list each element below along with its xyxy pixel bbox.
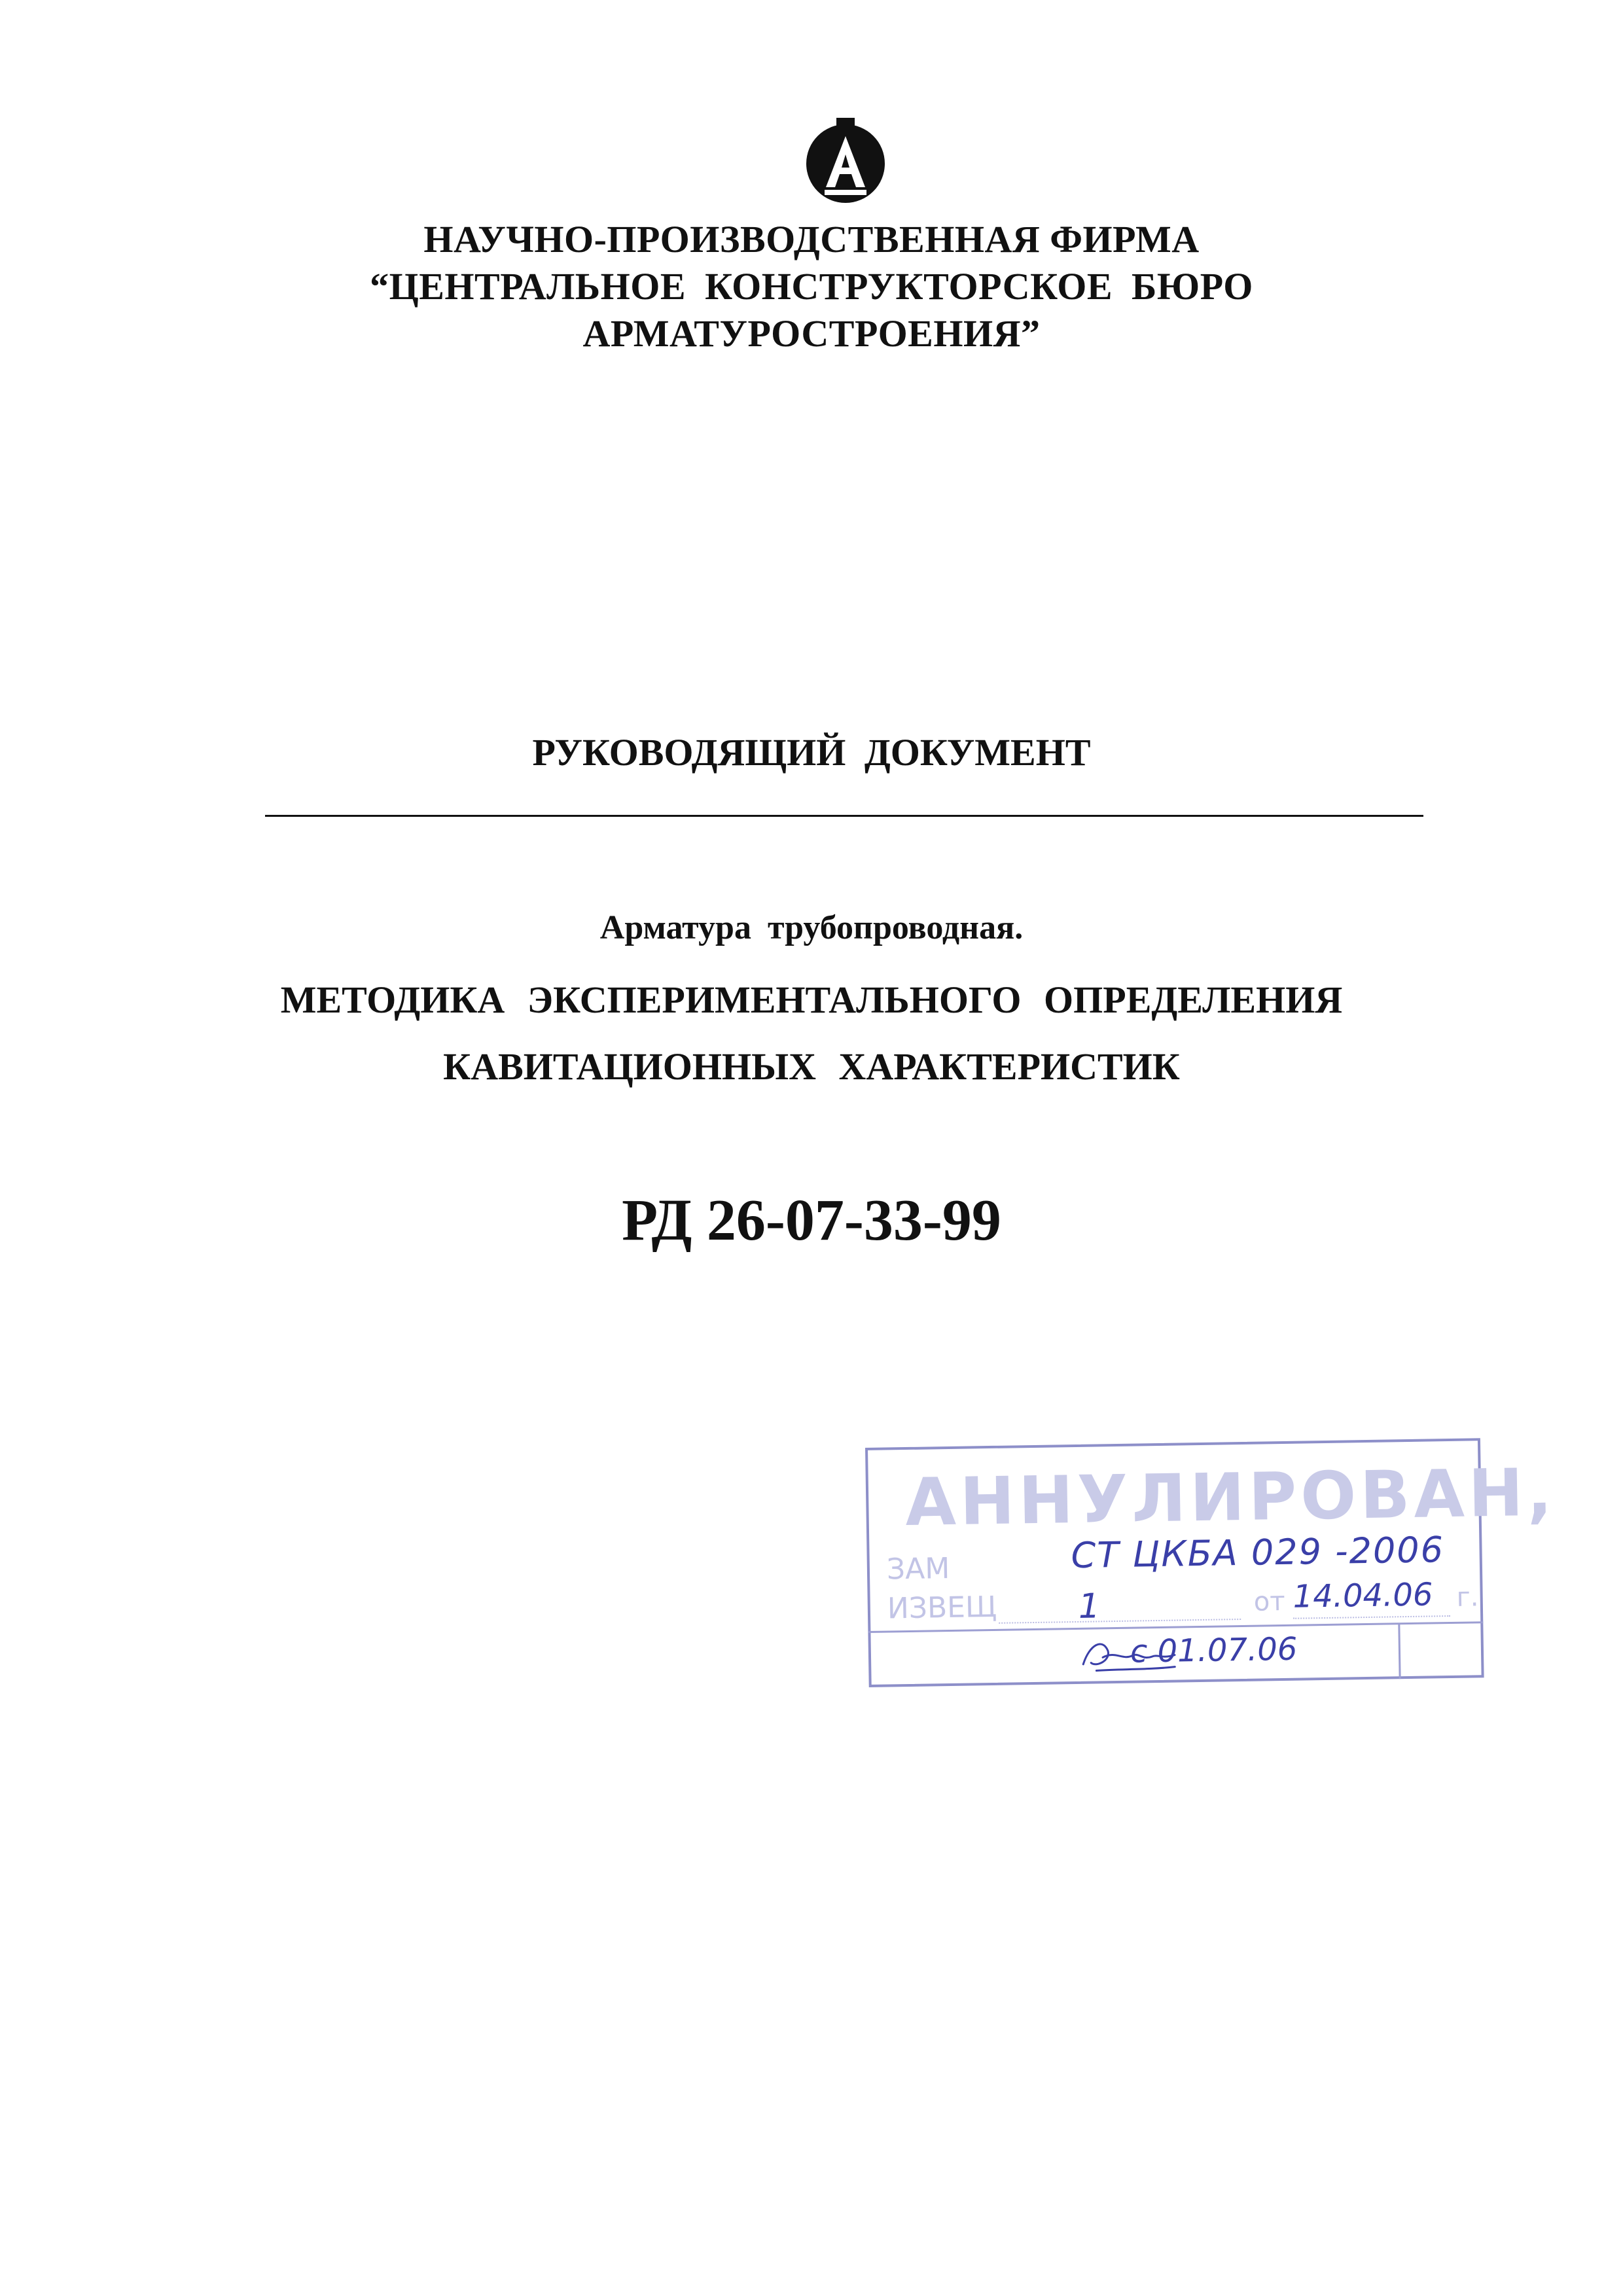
company-logo-icon (800, 117, 891, 208)
document-code: РД 26-07-33-99 (622, 1188, 1001, 1253)
stamp-label-notice: ИЗВЕЩ (887, 1590, 997, 1626)
org-name-line2: “ЦЕНТРАЛЬНОЕ КОНСТРУКТОРСКОЕ БЮРО (370, 265, 1253, 308)
handwritten-effective-date: с 01.07.06 (1130, 1630, 1298, 1670)
document-type: РУКОВОДЯЩИЙ ДОКУМЕНТ (532, 731, 1091, 774)
annulment-stamp (865, 1438, 1557, 1691)
handwritten-date: 14.04.06 (1293, 1576, 1433, 1615)
horizontal-rule (265, 815, 1423, 817)
stamp-label-year: г. (1456, 1582, 1479, 1613)
org-name-line3: АРМАТУРОСТРОЕНИЯ” (582, 312, 1041, 355)
document-title-line2: КАВИТАЦИОННЫХ ХАРАКТЕРИСТИК (443, 1045, 1180, 1088)
stamp-label-replaced: ЗАМ (886, 1551, 950, 1587)
org-name-line1: НАУЧНО-ПРОИЗВОДСТВЕННАЯ ФИРМА (423, 218, 1200, 260)
handwritten-notice-number: 1 (1078, 1587, 1101, 1626)
document-title-line1: МЕТОДИКА ЭКСПЕРИМЕНТАЛЬНОГО ОПРЕДЕЛЕНИЯ (280, 978, 1343, 1021)
stamp-header: АННУЛИРОВАН, (904, 1454, 1557, 1541)
document-subject: Арматура трубопроводная. (599, 909, 1024, 946)
stamp-label-from: от (1253, 1586, 1285, 1617)
handwritten-standard: СТ ЦКБА 029 -2006 (1071, 1529, 1445, 1577)
